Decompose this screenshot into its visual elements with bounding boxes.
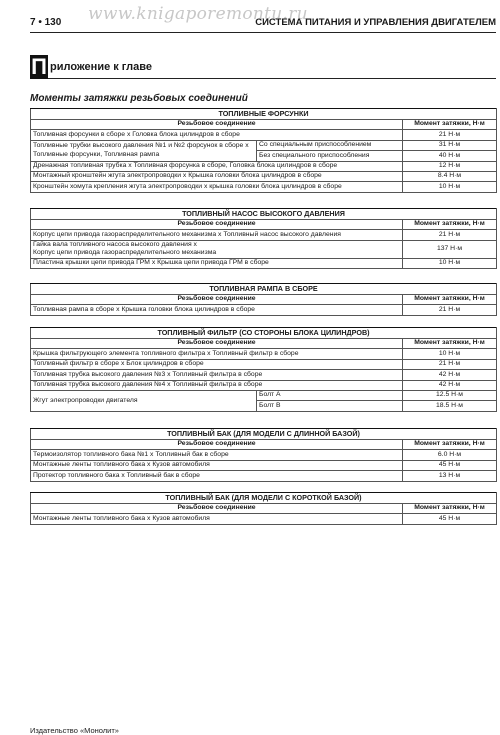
- connection-cell: Топливная трубка высокого давления №4 х Топливный фильтра в сборе: [31, 380, 403, 390]
- column-header-connection: Резьбовое соединение: [31, 120, 403, 130]
- table-row: [31, 305, 497, 315]
- column-header-torque: Момент затяжки, Н·м: [403, 440, 497, 450]
- drop-cap: П: [31, 54, 47, 79]
- torque-cell: 13 Н·м: [403, 471, 497, 481]
- connection-cell: Топливные трубки высокого давления №1 и №2 форсунок в сборе х Топливные форсунки, Топливная рампа: [31, 140, 257, 161]
- table-row: [31, 349, 497, 359]
- torque-cell: 21 Н·м: [403, 359, 497, 369]
- connection-cell: Дренажная топливная трубка х Топливная форсунка в сборе, Головка блока цилиндров в сборе: [31, 161, 403, 171]
- connection-cell: Монтажные ленты топливного бака х Кузов автомобиля: [31, 514, 403, 524]
- connection-cell: Монтажный кронштейн жгута электропроводки х Крышка головки блока цилиндров в сборе: [31, 171, 403, 181]
- table-row: [31, 359, 497, 369]
- publisher-footer: Издательство «Монолит»: [30, 726, 119, 735]
- column-header-torque: Момент затяжки, Н·м: [403, 504, 497, 514]
- table-title: ТОПЛИВНЫЙ БАК (ДЛЯ МОДЕЛИ С КОРОТКОЙ БАЗОЙ): [31, 493, 497, 504]
- table-title: ТОПЛИВНЫЙ БАК (ДЛЯ МОДЕЛИ С ДЛИННОЙ БАЗОЙ): [31, 429, 497, 440]
- torque-cell: 137 Н·м: [403, 240, 497, 258]
- table-row: [31, 471, 497, 481]
- table-fuel-rail: [30, 283, 497, 316]
- connection-cell: Топливная трубка высокого давления №3 х Топливный фильтра в сборе: [31, 370, 403, 380]
- table-row: [31, 240, 497, 258]
- torque-cell: 10 Н·м: [403, 349, 497, 359]
- connection-cell: Крышка фильтрующего элемента топливного фильтра х Топливный фильтр в сборе: [31, 349, 403, 359]
- column-header-connection: Резьбовое соединение: [31, 440, 403, 450]
- torque-cell: 10 Н·м: [403, 258, 497, 268]
- column-header-connection: Резьбовое соединение: [31, 220, 403, 230]
- table-fuel-injectors: [30, 108, 497, 193]
- connection-cell: Термоизолятор топливного бака №1 х Топливный бак в сборе: [31, 450, 403, 460]
- connection-cell: Корпус цепи привода газораспределительного механизма х Топливный насос высокого давления: [31, 230, 403, 240]
- page-header: [30, 6, 496, 33]
- torque-cell: 42 Н·м: [403, 370, 497, 380]
- table-row: [31, 380, 497, 390]
- table-row: [31, 258, 497, 268]
- column-header-torque: Момент затяжки, Н·м: [403, 295, 497, 305]
- table-title: ТОПЛИВНАЯ РАМПА В СБОРЕ: [31, 284, 497, 295]
- condition-cell: Со специальным приспособлением: [257, 140, 403, 150]
- table-title: ТОПЛИВНЫЕ ФОРСУНКИ: [31, 109, 497, 120]
- connection-cell: Топливная рампа в сборе х Крышка головки блока цилиндров в сборе: [31, 305, 403, 315]
- torque-cell: 42 Н·м: [403, 380, 497, 390]
- torque-cell: 21 Н·м: [403, 230, 497, 240]
- table-row: [31, 460, 497, 470]
- page-number: 7 • 130: [30, 17, 62, 28]
- watermark: www.knigaporemontu.ru: [88, 4, 308, 24]
- torque-cell: 8.4 Н·м: [403, 171, 497, 181]
- appendix-title: риложение к главе: [50, 61, 152, 73]
- table-high-pressure-pump: [30, 208, 497, 269]
- table-row: [31, 130, 497, 140]
- connection-cell: Жгут электропроводки двигателя: [31, 390, 257, 411]
- column-header-torque: Момент затяжки, Н·м: [403, 120, 497, 130]
- torque-cell: 45 Н·м: [403, 514, 497, 524]
- table-row: [31, 230, 497, 240]
- table-row: [31, 450, 497, 460]
- column-header-connection: Резьбовое соединение: [31, 295, 403, 305]
- table-row: [31, 171, 497, 181]
- connection-cell: [31, 240, 403, 258]
- torque-cell: 12.5 Н·м: [403, 390, 497, 400]
- table-row: [31, 182, 497, 192]
- torque-cell: 6.0 Н·м: [403, 450, 497, 460]
- connection-cell: Пластина крышки цепи привода ГРМ х Крышка цепи привода ГРМ в сборе: [31, 258, 403, 268]
- torque-cell: 10 Н·м: [403, 182, 497, 192]
- condition-cell: Болт B: [257, 401, 403, 411]
- column-header-torque: Момент затяжки, Н·м: [403, 220, 497, 230]
- torque-cell: 21 Н·м: [403, 130, 497, 140]
- torque-cell: 45 Н·м: [403, 460, 497, 470]
- connection-cell: Протектор топливного бака х Топливный бак в сборе: [31, 471, 403, 481]
- torque-cell: 40 Н·м: [403, 151, 497, 161]
- connection-cell: Топливная форсунки в сборе х Головка блока цилиндров в сборе: [31, 130, 403, 140]
- table-title: ТОПЛИВНЫЙ НАСОС ВЫСОКОГО ДАВЛЕНИЯ: [31, 209, 497, 220]
- torque-cell: 21 Н·м: [403, 305, 497, 315]
- table-row: [31, 370, 497, 380]
- torque-subtitle: Моменты затяжки резьбовых соединений: [30, 93, 248, 104]
- connection-cell: Топливный фильтр в сборе х Блок цилиндров в сборе: [31, 359, 403, 369]
- table-row: [31, 390, 497, 400]
- section-title: СИСТЕМА ПИТАНИЯ И УПРАВЛЕНИЯ ДВИГАТЕЛЕМ: [255, 17, 496, 28]
- table-row: [31, 140, 497, 150]
- column-header-connection: Резьбовое соединение: [31, 339, 403, 349]
- table-row: [31, 514, 497, 524]
- torque-cell: 31 Н·м: [403, 140, 497, 150]
- table-fuel-filter: [30, 327, 497, 412]
- connection-cell: Монтажные ленты топливного бака х Кузов автомобиля: [31, 460, 403, 470]
- column-header-torque: Момент затяжки, Н·м: [403, 339, 497, 349]
- torque-cell: 18.5 Н·м: [403, 401, 497, 411]
- condition-cell: Болт A: [257, 390, 403, 400]
- table-fuel-tank-long: [30, 428, 497, 482]
- appendix-banner: [30, 55, 496, 79]
- torque-cell: 12 Н·м: [403, 161, 497, 171]
- table-fuel-tank-short: [30, 492, 497, 525]
- connection-line: Гайка вала топливного насоса высокого давления х: [33, 240, 197, 248]
- connection-cell: Кронштейн хомута крепления жгута электропроводки х крышка головки блока цилиндров в сборе: [31, 182, 403, 192]
- connection-line: Корпус цепи привода газораспределительного механизма: [33, 249, 217, 257]
- column-header-connection: Резьбовое соединение: [31, 504, 403, 514]
- table-title: ТОПЛИВНЫЙ ФИЛЬТР (СО СТОРОНЫ БЛОКА ЦИЛИНДРОВ): [31, 328, 497, 339]
- condition-cell: Без специального приспособления: [257, 151, 403, 161]
- table-row: [31, 161, 497, 171]
